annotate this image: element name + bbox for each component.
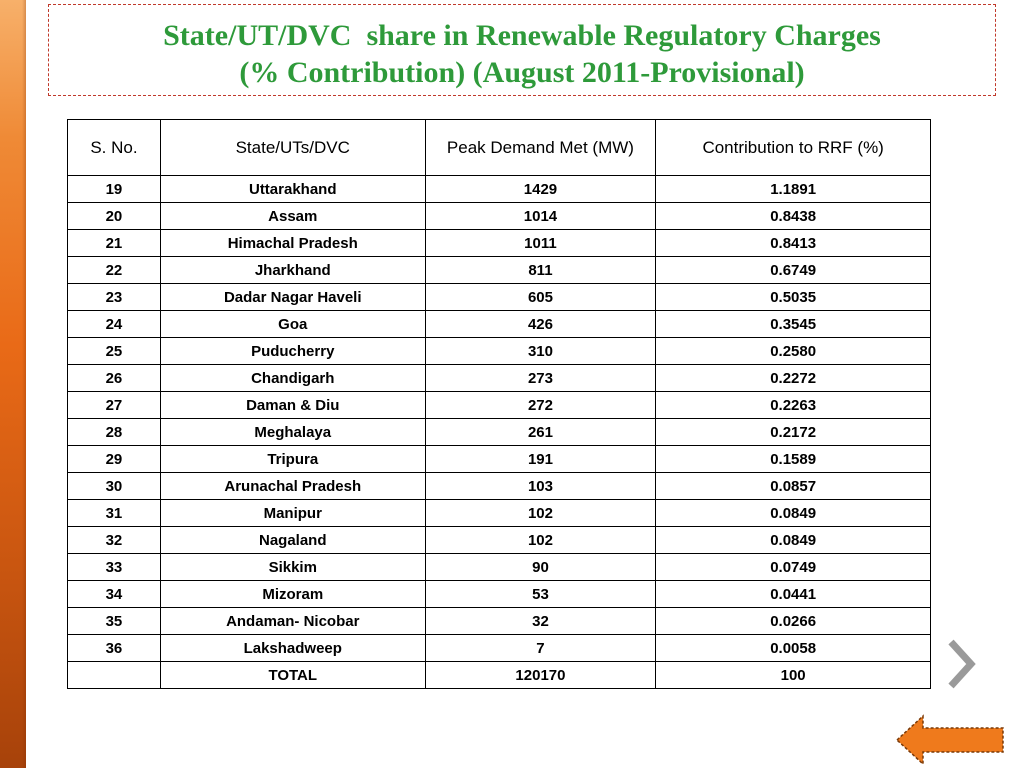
cell-state: Assam [160, 203, 425, 230]
header-state: State/UTs/DVC [160, 120, 425, 176]
table-row [68, 176, 931, 203]
title-line-1: State/UT/DVC share in Renewable Regulatory Charges [163, 19, 881, 52]
cell-state: Uttarakhand [160, 176, 425, 203]
cell-sno: 30 [68, 473, 161, 500]
cell-state: Mizoram [160, 581, 425, 608]
cell-sno: 35 [68, 608, 161, 635]
cell-peak: 191 [425, 446, 656, 473]
table-row [68, 473, 931, 500]
table-row [68, 230, 931, 257]
table-row [68, 554, 931, 581]
cell-contribution: 0.1589 [656, 446, 931, 473]
cell-sno: 22 [68, 257, 161, 284]
title-line-2: (% Contribution) (August 2011-Provisional) [239, 56, 805, 89]
slide-title [48, 4, 996, 96]
cell-state: Dadar Nagar Haveli [160, 284, 425, 311]
cell-sno: 19 [68, 176, 161, 203]
table-row [68, 446, 931, 473]
cell-state: Jharkhand [160, 257, 425, 284]
cell-contribution: 0.5035 [656, 284, 931, 311]
cell-peak: 605 [425, 284, 656, 311]
cell-peak: 53 [425, 581, 656, 608]
cell-peak: 1011 [425, 230, 656, 257]
cell-sno: 32 [68, 527, 161, 554]
cell-sno: 27 [68, 392, 161, 419]
cell-peak: 90 [425, 554, 656, 581]
table-row [68, 392, 931, 419]
table-row [68, 311, 931, 338]
cell-sno: 29 [68, 446, 161, 473]
table-row [68, 500, 931, 527]
table-row [68, 419, 931, 446]
cell-state: Sikkim [160, 554, 425, 581]
cell-peak: 310 [425, 338, 656, 365]
cell-state: Nagaland [160, 527, 425, 554]
cell-peak: 102 [425, 500, 656, 527]
cell-sno: 31 [68, 500, 161, 527]
cell-peak: 32 [425, 608, 656, 635]
cell-sno: 34 [68, 581, 161, 608]
cell-contribution: 0.0441 [656, 581, 931, 608]
table-row [68, 527, 931, 554]
cell-peak: 811 [425, 257, 656, 284]
table-row [68, 284, 931, 311]
cell-contribution: 0.2263 [656, 392, 931, 419]
cell-sno: 21 [68, 230, 161, 257]
cell-state: Tripura [160, 446, 425, 473]
cell-sno: 26 [68, 365, 161, 392]
cell-state: Meghalaya [160, 419, 425, 446]
cell-state: TOTAL [160, 662, 425, 689]
cell-contribution: 0.2172 [656, 419, 931, 446]
cell-state: Arunachal Pradesh [160, 473, 425, 500]
cell-contribution: 0.0849 [656, 527, 931, 554]
table-row [68, 203, 931, 230]
cell-state: Chandigarh [160, 365, 425, 392]
cell-contribution: 1.1891 [656, 176, 931, 203]
contribution-table [67, 119, 931, 689]
cell-state: Daman & Diu [160, 392, 425, 419]
cell-peak: 1014 [425, 203, 656, 230]
cell-peak: 261 [425, 419, 656, 446]
cell-contribution: 0.2580 [656, 338, 931, 365]
cell-sno: 28 [68, 419, 161, 446]
cell-sno: 24 [68, 311, 161, 338]
total-row [68, 662, 931, 689]
cell-sno: 36 [68, 635, 161, 662]
cell-contribution: 0.0749 [656, 554, 931, 581]
cell-peak: 103 [425, 473, 656, 500]
cell-sno: 20 [68, 203, 161, 230]
left-arrow-icon[interactable] [893, 712, 1007, 768]
cell-contribution: 0.3545 [656, 311, 931, 338]
table-row [68, 257, 931, 284]
cell-contribution: 0.8438 [656, 203, 931, 230]
table-row [68, 365, 931, 392]
cell-contribution: 100 [656, 662, 931, 689]
cell-contribution: 0.2272 [656, 365, 931, 392]
cell-sno: 23 [68, 284, 161, 311]
cell-peak: 102 [425, 527, 656, 554]
table-row [68, 635, 931, 662]
cell-sno [68, 662, 161, 689]
cell-peak: 273 [425, 365, 656, 392]
cell-contribution: 0.6749 [656, 257, 931, 284]
cell-state: Goa [160, 311, 425, 338]
table-row [68, 581, 931, 608]
cell-contribution: 0.0266 [656, 608, 931, 635]
cell-state: Manipur [160, 500, 425, 527]
table-row [68, 338, 931, 365]
cell-contribution: 0.0058 [656, 635, 931, 662]
cell-state: Lakshadweep [160, 635, 425, 662]
cell-peak: 272 [425, 392, 656, 419]
table-body [68, 176, 931, 689]
cell-peak: 426 [425, 311, 656, 338]
cell-contribution: 0.0849 [656, 500, 931, 527]
header-sno: S. No. [68, 120, 161, 176]
table-header-row [68, 120, 931, 176]
table-row [68, 608, 931, 635]
header-peak-demand: Peak Demand Met (MW) [425, 120, 656, 176]
cell-peak: 1429 [425, 176, 656, 203]
header-contribution: Contribution to RRF (%) [656, 120, 931, 176]
chevron-right-icon[interactable] [943, 636, 979, 692]
cell-sno: 33 [68, 554, 161, 581]
cell-state: Puducherry [160, 338, 425, 365]
cell-contribution: 0.8413 [656, 230, 931, 257]
cell-sno: 25 [68, 338, 161, 365]
cell-state: Himachal Pradesh [160, 230, 425, 257]
cell-peak: 7 [425, 635, 656, 662]
cell-state: Andaman- Nicobar [160, 608, 425, 635]
cell-peak: 120170 [425, 662, 656, 689]
left-accent-bar [0, 0, 26, 768]
cell-contribution: 0.0857 [656, 473, 931, 500]
